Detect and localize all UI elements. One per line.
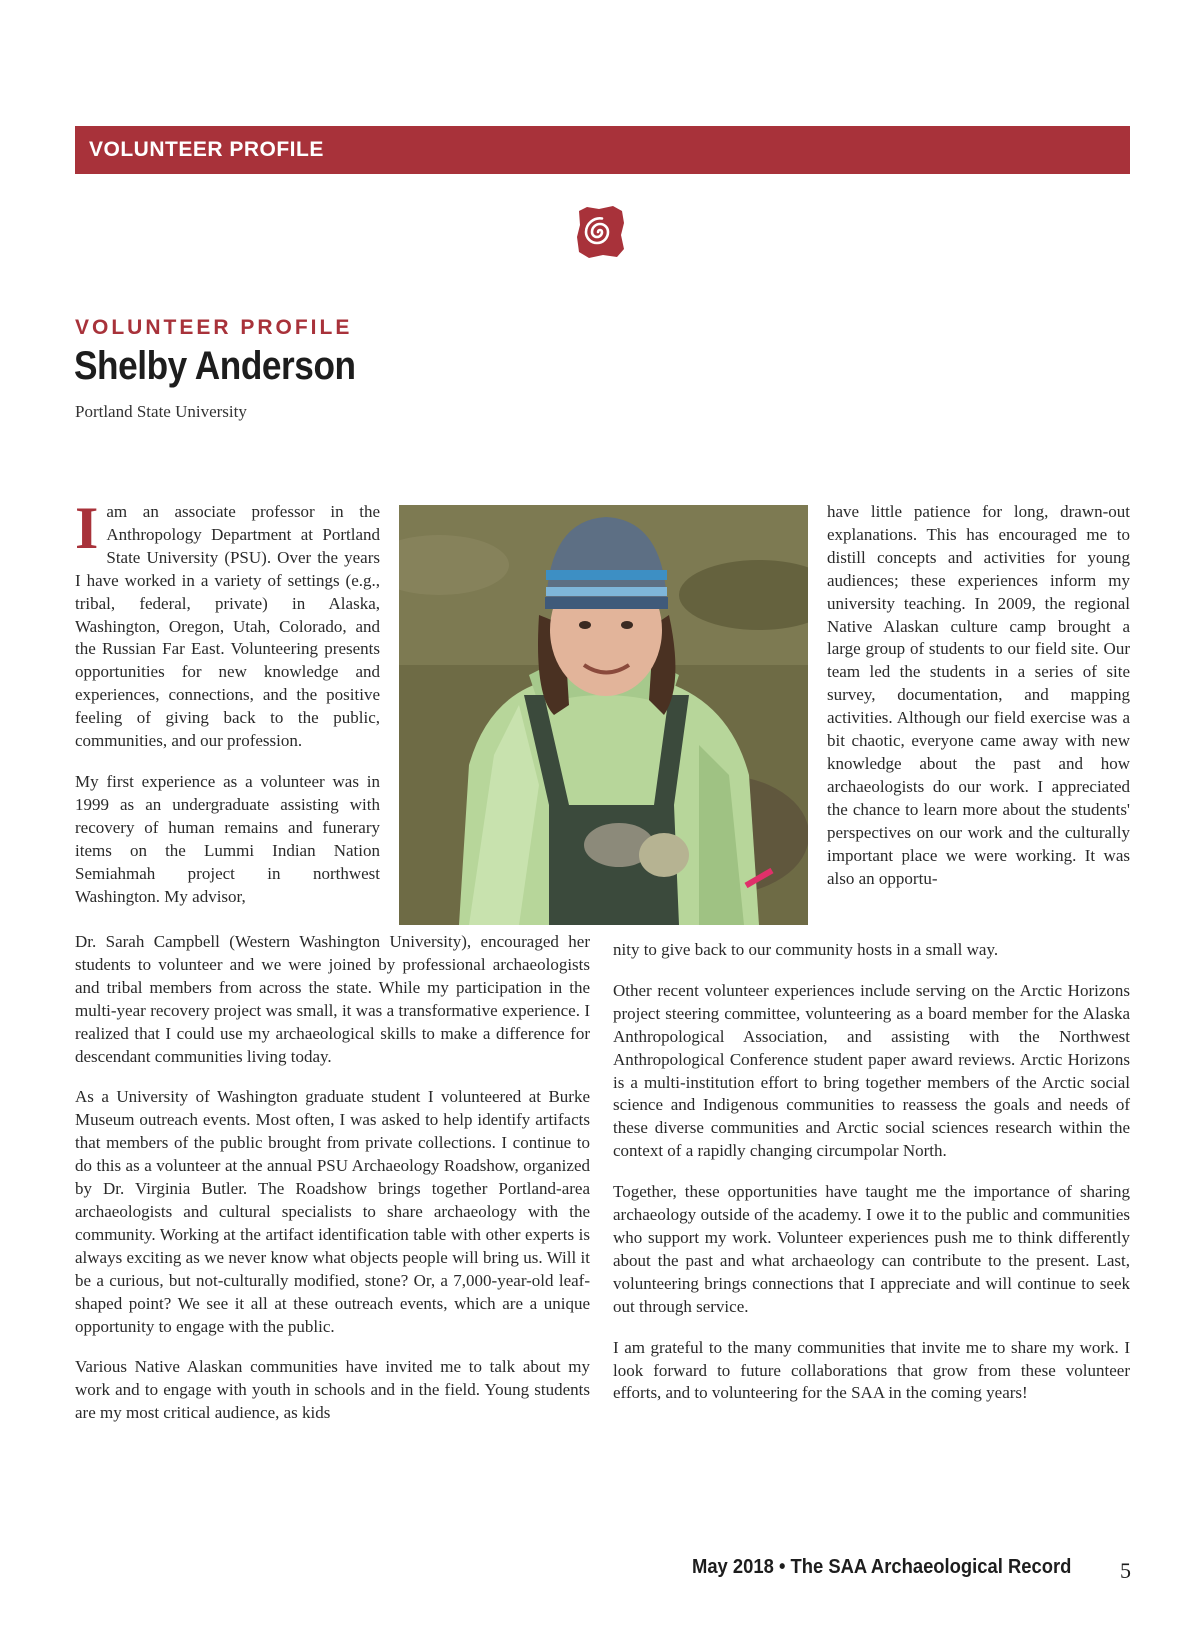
page-number: 5 xyxy=(1120,1558,1131,1583)
paragraph: Iam an associate professor in the Anthropology Department at Portland State University (PSU). Over the years I have worked in a variety of settings (e.g., tribal, federal, private) in Alaska, Washington, Oregon, Utah, Colorado, and the Russian Far East. Volunteering presents opportunities for new knowledge and experiences, connections, and the positive feeling of giving back to the public, communities, and our profession. xyxy=(75,495,380,751)
paragraph: As a University of Washington graduate student I volunteered at Burke Museum outreach events. Most often, I was asked to help identify artifacts that members of the public brought from private collections. I continue to do this as a volunteer at the annual PSU Archaeology Roadshow, organized by Dr. Virginia Butler. The Roadshow brings together Portland-area archaeologists and cultural specialists to share archaeology with the community. Working at the artifact identification table with other experts is always exciting as we never know what objects people will bring us. Will it be a curious, but not-culturally modified, stone? Or, a 7,000-year-old leaf-shaped point? We see it all at these outreach events, which are a unique opportunity to engage with the public. xyxy=(75,1087,590,1336)
banner-label: VOLUNTEER PROFILE xyxy=(89,138,324,161)
paragraph: Dr. Sarah Campbell (Western Washington University), encouraged her students to volunteer and we were joined by professional archaeologists and tribal members from across the state. While my participation in the multi-year recovery project was small, it was a transformative experience. I realized that I could use my archaeological skills to make a difference for descendant communities living today. xyxy=(75,932,590,1066)
drop-cap: I xyxy=(75,495,99,561)
profile-name: Shelby Anderson xyxy=(74,344,356,388)
article-right-bottom xyxy=(613,939,1130,1405)
article-left-bottom xyxy=(75,931,590,1425)
paragraph: nity to give back to our community hosts in a small way. xyxy=(613,940,999,959)
paragraph: Various Native Alaskan communities have invited me to talk about my work and to engage with youth in schools and in the field. Young students are my most critical audience, as kids xyxy=(75,1357,590,1423)
paragraph: My first experience as a volunteer was in 1999 as an undergraduate assisting with recovery of human remains and funerary items on the Lummi Indian Nation Semiahmah project in northwest Washington. My advisor, xyxy=(75,771,380,906)
article-right-top xyxy=(827,501,1130,890)
paragraph: have little patience for long, drawn-out explanations. This has encouraged me to distill concepts and activities for young audiences; these experiences inform my university teaching. In 2009, the regional Native Alaskan culture camp brought a large group of students to our field site. Our team led the students in a series of site survey, documentation, and mapping activities. Although our field exercise was a bit chaotic, everyone came away with new knowledge about the past and how archaeologists do our work. I appreciated the chance to learn more about the students' perspectives on our work and the culturally important place we were working. It was also an opportu- xyxy=(827,502,1130,888)
paragraph: Other recent volunteer experiences include serving on the Arctic Horizons project steering committee, volunteering as a board member for the Alaska Anthropological Association, and assisting with the Northwest Anthropological Conference student paper award reviews. Arctic Horizons is a multi-institution effort to bring together members of the Arctic social science and Indigenous communities to reassess the goals and needs of these diverse communities and Arctic social sciences research within the context of a rapidly changing circumpolar North. xyxy=(613,980,1130,1161)
spiral-logo-icon xyxy=(575,205,625,259)
article-left-top xyxy=(75,495,380,908)
profile-kicker: VOLUNTEER PROFILE xyxy=(75,316,353,339)
paragraph: I am grateful to the many communities that invite me to share my work. I look forward to future collaborations that grow from these volunteer efforts, and to volunteering for the SAA in the coming years! xyxy=(613,1337,1130,1403)
footer-issue: May 2018 • The SAA Archaeological Record xyxy=(692,1556,1072,1578)
section-banner xyxy=(75,126,1130,174)
paragraph: Together, these opportunities have taught me the importance of sharing archaeology outside of the academy. I owe it to the public and communities who support my work. Volunteer experiences push me to think differently about the past and what archaeology can contribute to the present. Last, volunteering brings connections that I appreciate and will continue to seek out through service. xyxy=(613,1182,1130,1316)
photo-illustration xyxy=(399,505,808,925)
profile-affiliation: Portland State University xyxy=(75,402,247,421)
profile-photo xyxy=(399,505,808,925)
